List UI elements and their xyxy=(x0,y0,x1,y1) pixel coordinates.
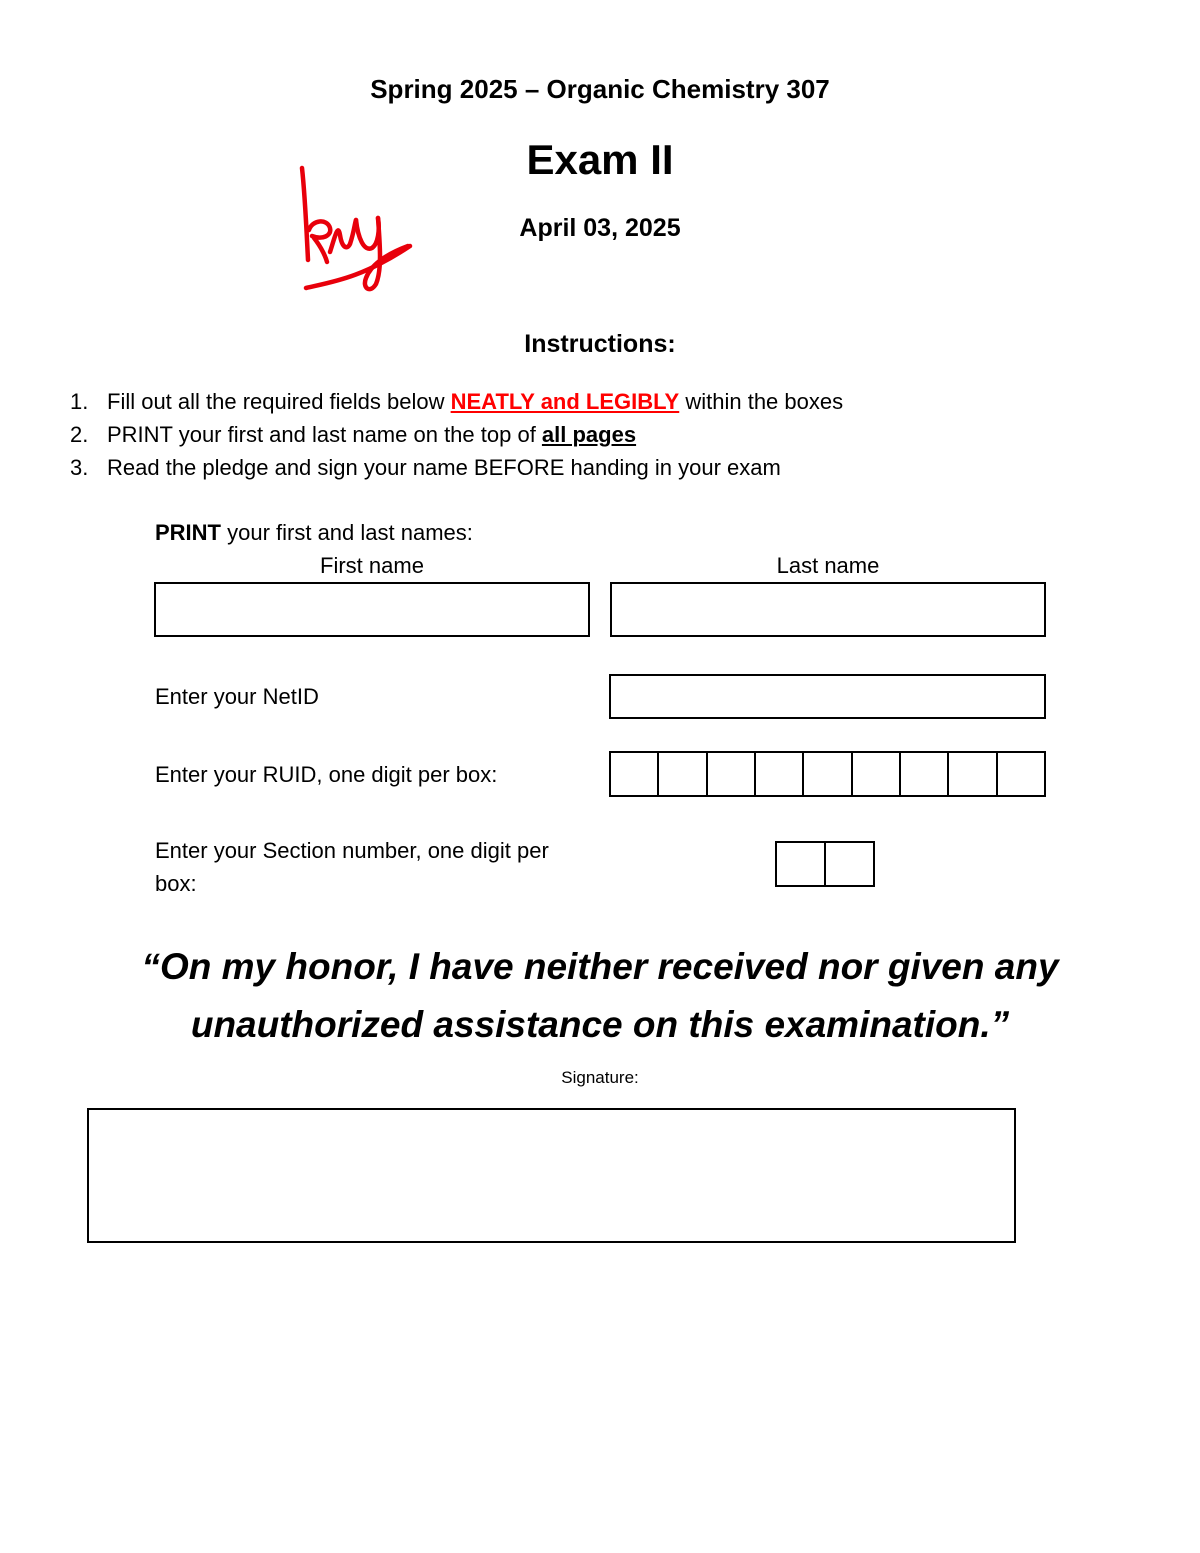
ruid-digit-box[interactable] xyxy=(756,753,804,795)
exam-title: Exam II xyxy=(526,136,674,183)
instructions-heading: Instructions: xyxy=(524,330,676,358)
instructions-list xyxy=(70,385,843,484)
instruction-item xyxy=(70,451,843,484)
course-title: Spring 2025 – Organic Chemistry 307 xyxy=(370,74,830,104)
ruid-digit-box[interactable] xyxy=(901,753,949,795)
signature-box[interactable] xyxy=(87,1108,1016,1243)
handwritten-key-mark xyxy=(292,160,417,300)
instruction-text: Fill out all the required fields below xyxy=(107,389,451,414)
last-name-label: Last name xyxy=(776,553,880,578)
ruid-digit-box[interactable] xyxy=(708,753,756,795)
ruid-digit-box[interactable] xyxy=(659,753,707,795)
first-name-label: First name xyxy=(320,553,424,578)
section-boxes xyxy=(775,841,875,887)
ruid-digit-box[interactable] xyxy=(998,753,1044,795)
ruid-digit-box[interactable] xyxy=(949,753,997,795)
netid-label: Enter your NetID xyxy=(155,684,319,709)
instruction-text-end: within the boxes xyxy=(679,389,844,414)
last-name-box[interactable] xyxy=(610,582,1046,637)
section-digit-box[interactable] xyxy=(777,843,826,885)
section-digit-box[interactable] xyxy=(826,843,873,885)
print-prompt-text: your first and last names: xyxy=(221,520,473,545)
ruid-digit-box[interactable] xyxy=(804,753,852,795)
ruid-boxes xyxy=(609,751,1046,797)
instruction-emphasis: all pages xyxy=(541,422,637,447)
pledge-line-1: “On my honor, I have neither received nor given any xyxy=(141,946,1059,987)
first-name-box[interactable] xyxy=(154,582,590,637)
instruction-number: 3. xyxy=(70,455,89,480)
print-bold-word: PRINT xyxy=(155,520,221,545)
print-names-prompt xyxy=(155,520,473,546)
instruction-text: Read the pledge and sign your name BEFORE handing in your exam xyxy=(107,455,781,480)
honor-pledge xyxy=(0,938,1200,1054)
signature-label: Signature: xyxy=(561,1068,639,1087)
instruction-number: 1. xyxy=(70,389,89,414)
ruid-label: Enter your RUID, one digit per box: xyxy=(155,762,498,787)
netid-box[interactable] xyxy=(609,674,1046,719)
pledge-line-2: unauthorized assistance on this examination.” xyxy=(190,1004,1010,1045)
ruid-digit-box[interactable] xyxy=(853,753,901,795)
instruction-item xyxy=(70,418,843,451)
section-label: Enter your Section number, one digit per box: xyxy=(155,838,549,896)
exam-date: April 03, 2025 xyxy=(519,214,681,242)
instruction-emphasis: NEATLY and LEGIBLY xyxy=(450,389,680,414)
instruction-text: PRINT your first and last name on the top of xyxy=(107,422,542,447)
instruction-number: 2. xyxy=(70,422,89,447)
instruction-item xyxy=(70,385,843,418)
ruid-digit-box[interactable] xyxy=(611,753,659,795)
